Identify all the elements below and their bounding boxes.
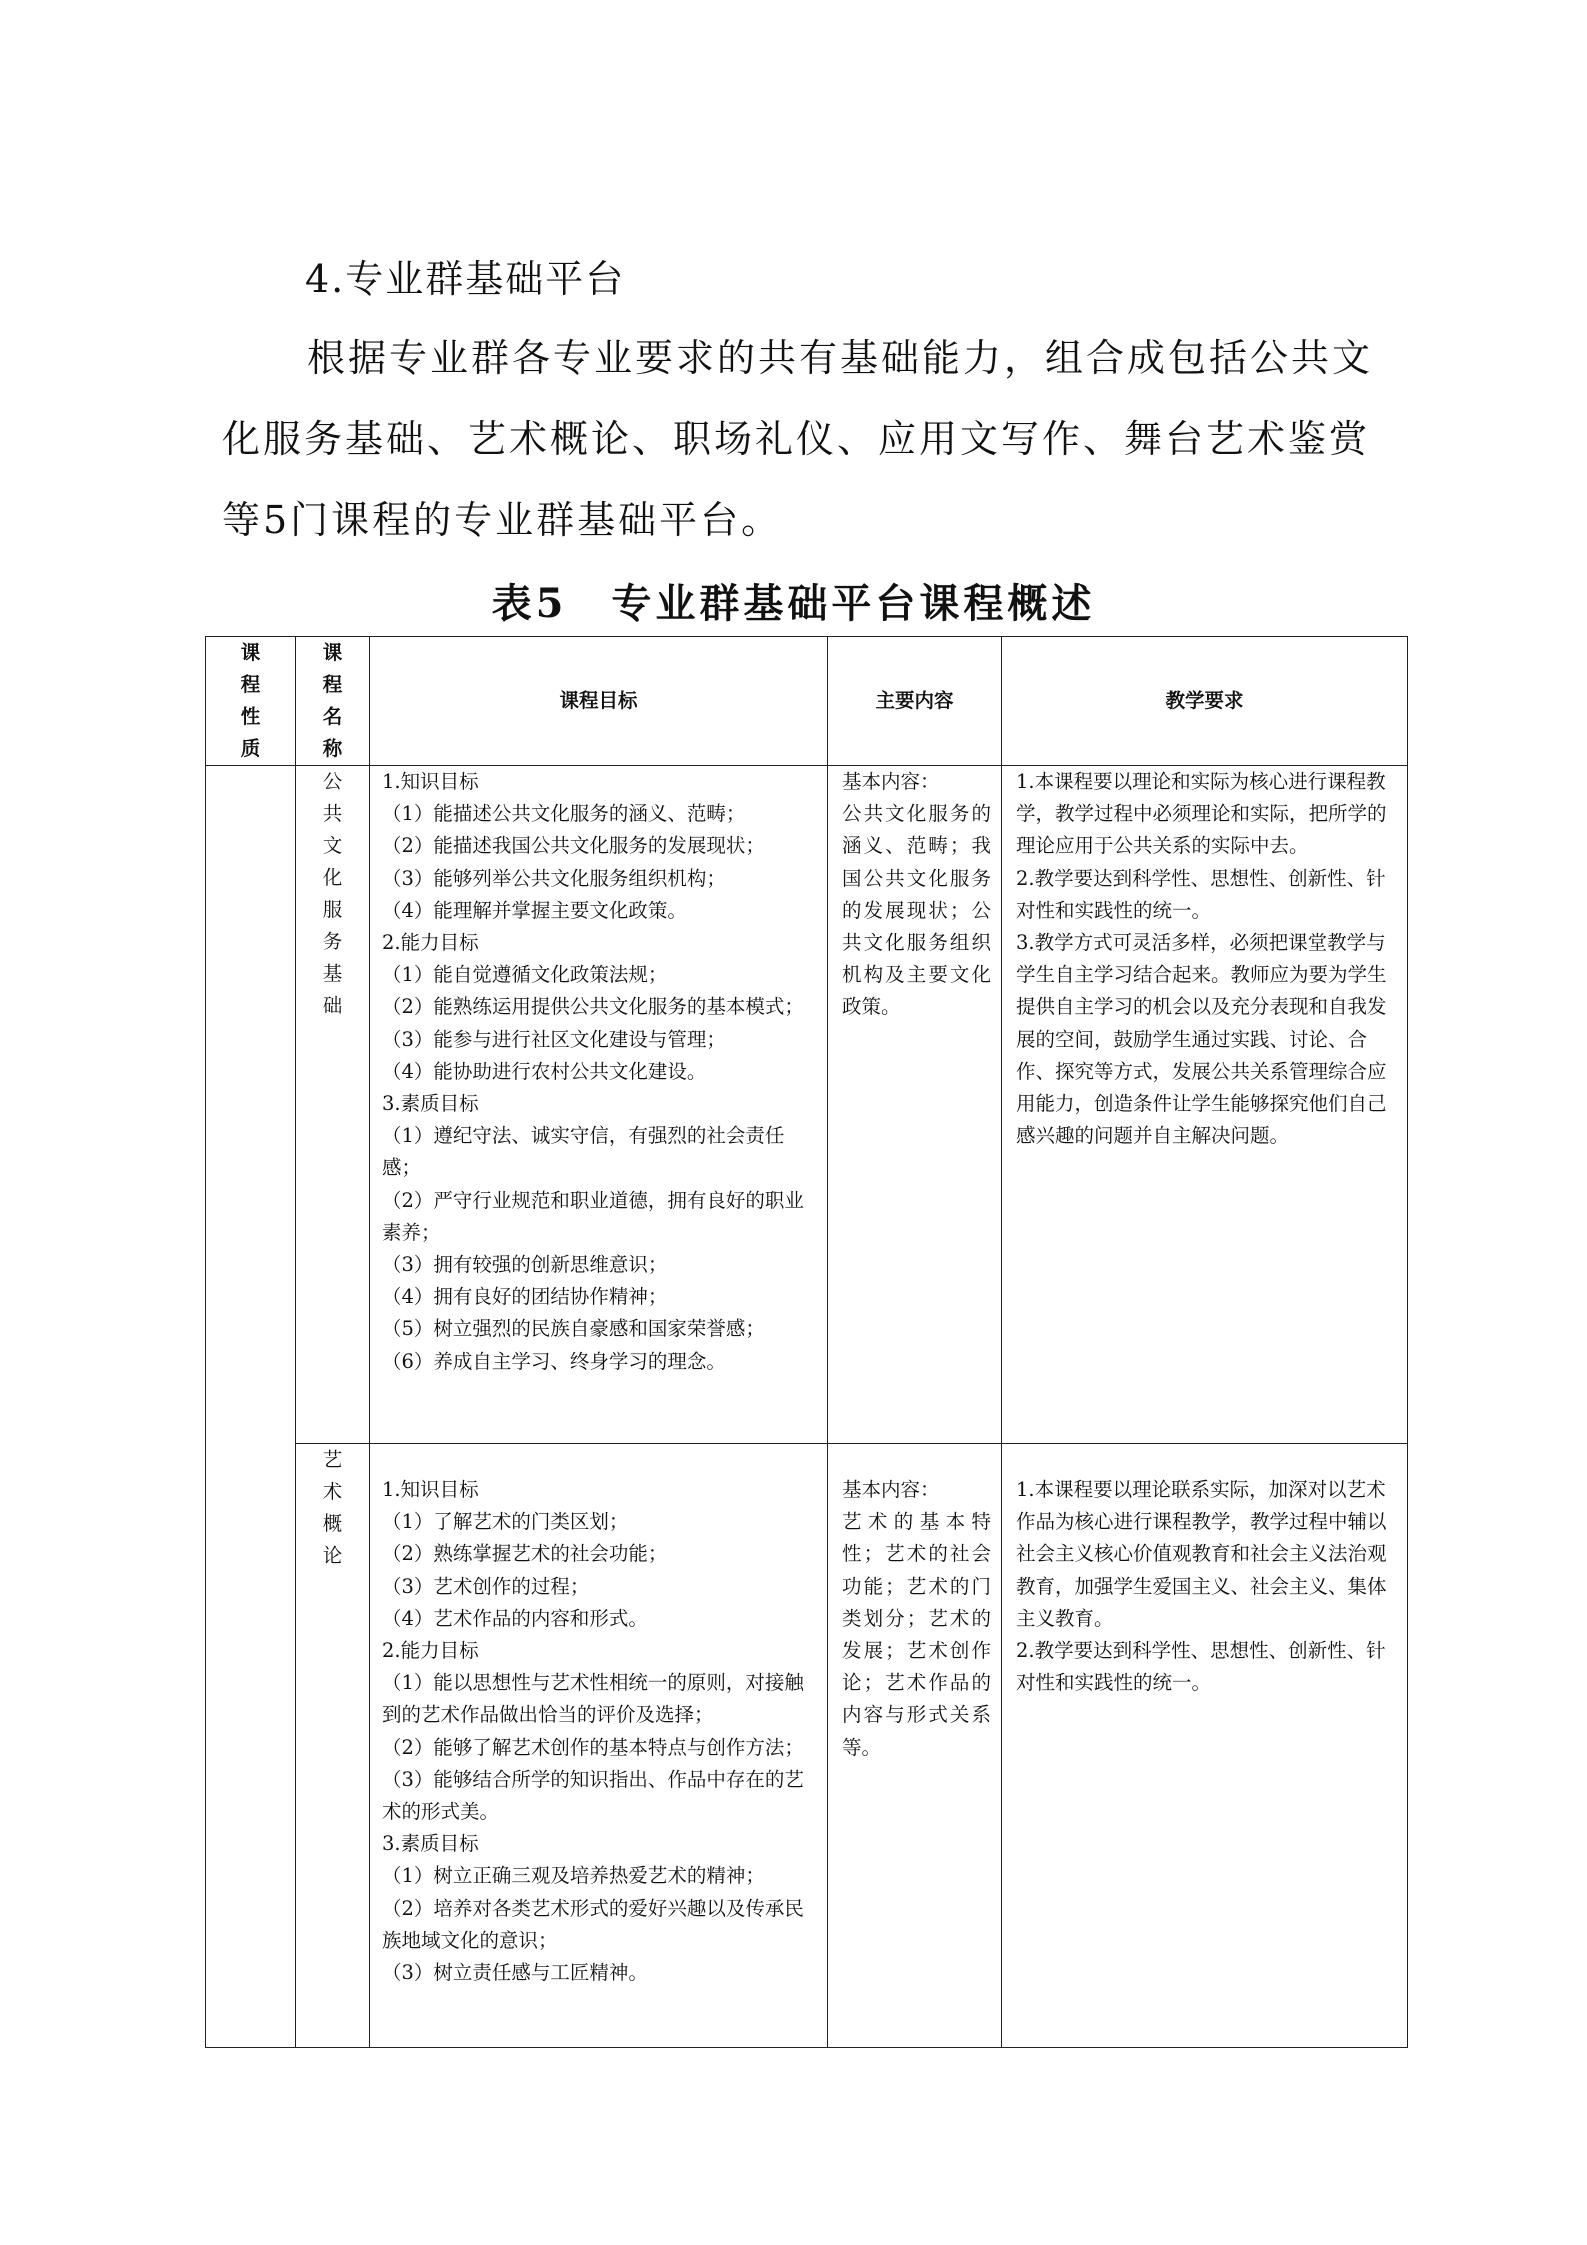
header-name-label: 课程名称 (322, 641, 343, 760)
teaching-requirements: 1.本课程要以理论和实际为核心进行课程教学，教学过程中必须理论和实际，把所学的理论应用于公共关系的实际中去。 2.教学要达到科学性、思想性、创新性、针对性和实践性的统一。 3.教学方式可灵活多样，必须把课堂教学与学生自主学习结合起来。教师应为要为学生提供自主学习的机会以及充分表现和自我发展的空间，鼓励学生通过实践、讨论、合作、探究等方式，发展公共关系管理综合应用能力，创造条件让学生能够探究他们自己感兴趣的问题并自主解决问题。 (1016, 770, 1387, 1148)
teaching-requirements-cell (1002, 766, 1408, 1444)
section-intro (222, 318, 1382, 561)
header-teaching-requirements: 教学要求 (1002, 637, 1408, 766)
intro-text: 根据专业群各专业要求的共有基础能力，组合成包括公共文化服务基础、艺术概论、职场礼仪、应用文写作、舞台艺术鉴赏等5门课程的专业群基础平台。 (222, 336, 1374, 542)
header-course-goals: 课程目标 (370, 637, 828, 766)
table-row (206, 766, 1408, 1444)
header-course-nature (206, 637, 296, 766)
course-nature-cell (206, 766, 296, 2048)
table-header-row (206, 637, 1408, 766)
course-name-cell (296, 766, 370, 1444)
header-course-name (296, 637, 370, 766)
main-content: 基本内容： 公共文化服务的涵义、范畴；我国公共文化服务的发展现状；公共文化服务组织机构及主要文化政策。 (842, 770, 991, 1019)
course-goals-cell (370, 766, 828, 1444)
table-row (206, 1444, 1408, 2048)
table-caption: 表5 专业群基础平台课程概述 (491, 580, 1096, 627)
header-main-content: 主要内容 (828, 637, 1002, 766)
main-content: 基本内容： 艺术的基本特性；艺术的社会功能；艺术的门类划分；艺术的发展；艺术创作论；艺术作品的内容与形式关系等。 (842, 1478, 991, 1759)
course-goals: 1.知识目标 （1）能描述公共文化服务的涵义、范畴； （2）能描述我国公共文化服务的发展现状； （3）能够列举公共文化服务组织机构； （4）能理解并掌握主要文化政策。 2.能力目标 （1）能自觉遵循文化政策法规； （2）能熟练运用提供公共文化服务的基本模式； （3）能参与进行社区文化建设与管理； （4）能协助进行农村公共文化建设。 3.素质目标 （1）遵纪守法、诚实守信，有强烈的社会责任感； （2）严守行业规范和职业道德，拥有良好的职业素养； （3）拥有较强的创新思维意识； （4）拥有良好的团结协作精神； （5）树立强烈的民族自豪感和国家荣誉感； （6）养成自主学习、终身学习的理念。 (382, 770, 804, 1373)
main-content-cell (828, 766, 1002, 1444)
course-table (205, 636, 1408, 2048)
main-content-cell (828, 1444, 1002, 2048)
header-nature-label: 课程性质 (240, 641, 261, 760)
course-name: 艺术概论 (322, 1448, 343, 1567)
course-goals: 1.知识目标 （1）了解艺术的门类区划； （2）熟练掌握艺术的社会功能； （3）艺术创作的过程； （4）艺术作品的内容和形式。 2.能力目标 （1）能以思想性与艺术性相统一的原则，对接触到的艺术作品做出恰当的评价及选择； （2）能够了解艺术创作的基本特点与创作方法； （3）能够结合所学的知识指出、作品中存在的艺术的形式美。 3.素质目标 （1）树立正确三观及培养热爱艺术的精神； （2）培养对各类艺术形式的爱好兴趣以及传承民族地域文化的意识； （3）树立责任感与工匠精神。 (382, 1478, 804, 1985)
course-name-cell (296, 1444, 370, 2048)
section-title: 4.专业群基础平台 (305, 257, 626, 301)
course-goals-cell (370, 1444, 828, 2048)
teaching-requirements: 1.本课程要以理论联系实际，加深对以艺术作品为核心进行课程教学，教学过程中辅以社会主义核心价值观教育和社会主义法治观教育，加强学生爱国主义、社会主义、集体主义教育。 2.教学要达到科学性、思想性、创新性、针对性和实践性的统一。 (1016, 1478, 1387, 1695)
teaching-requirements-cell (1002, 1444, 1408, 2048)
course-name: 公共文化服务基础 (322, 770, 343, 1017)
